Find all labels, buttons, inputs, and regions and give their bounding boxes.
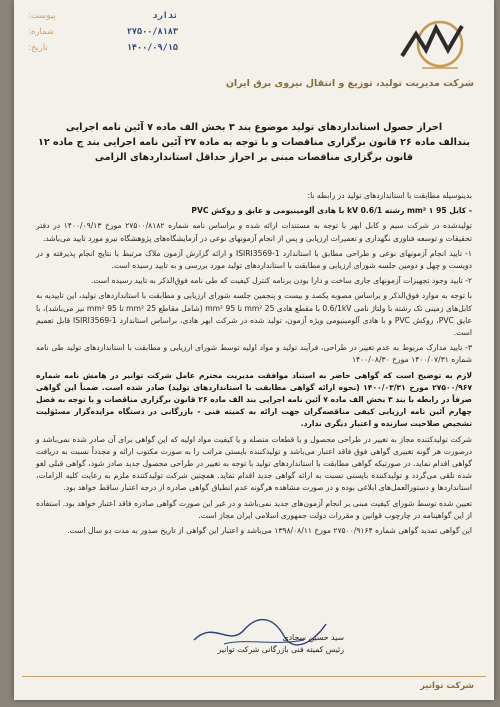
attachment-label: پیوست: [28, 11, 56, 21]
date-label: تاریخ: [28, 43, 48, 53]
letter-sheet [14, 0, 494, 700]
letter-number: ۲۷۵۰۰/۸۱۸۳ [126, 27, 178, 37]
body-paragraph: با توجه به موارد فوق‌الذکر و براساس مصوبه یکصد و بیست و پنجمین جلسه شورای ارزیابی و مطابقت با استانداردهای تولید، این تاییدیه به کابل‌های زمینی تک رشته با ولتاژ نامی 0.6/1kV با مقطع هادی 25 mm² تا 95 mm² (شامل مقاطع 25 mm² تا 95 mm² نیز می‌باشد)، با عایق PVC، روکش PVC و با هادی آلومینیومی ویژه آزمون، تولید شده در شرکت ابهر هادی، براساس استاندارد ISIRI3569-1 قابل تعمیم است. [36, 291, 472, 338]
attachment-row [28, 8, 178, 24]
footer-divider [22, 676, 486, 677]
letter-body [36, 190, 472, 540]
company-name: شرکت مدیریت تولید، توزیع و انتقال نیروی برق ایران [225, 78, 474, 89]
tavanir-logo-icon [392, 16, 472, 76]
signatory-name: سید حسین سجادی [282, 633, 344, 642]
title-line: احراز حصول استانداردهای تولید موضوع بند ۳ بخش الف ماده ۷ آئین نامه اجرایی [65, 122, 443, 133]
body-paragraph: ۳- تایید مدارک مربوط به عدم تغییر در طراحی، فرآیند تولید و مواد اولیه توسط شورای ارزیابی و مطابقت با استانداردهای تولید طی نامه شماره ۱۴۰۰/۰۷/۳۱ مورخ ۱۴۰۰/۰۸/۳۰ [36, 343, 472, 365]
body-paragraph: ۲- تایید وجود تجهیزات آزمونهای جاری ساخت و دارا بودن برنامه کنترل کیفیت که طی نامه فوق‌الذکر به تایید رسیده است. [90, 276, 472, 286]
body-paragraph: شرکت تولیدکننده مجاز به تغییر در طراحی محصول و یا قطعات متصله و یا کیفیت مواد اولیه که این گواهی برای آن صادر شده نمی‌باشد و درصورت هر گونه تغییری گواهی فوق فاقد اعتبار می‌باشد و تولیدکننده بایستی مراتب را به صورت مکتوب ارائه و مجدداً نسبت به دریافت گواهی اقدام نماید. در صورتیکه گواهی مطابقت با استانداردهای تولید با توجه به تغییر در طراحی محصول جدید صادر شود، گواهی قبلی لغو شده تلقی می‌گردد و تولیدکننده بایستی نسبت به ارائه گواهی جدید اقدام نماید. همچنین شرکت تولیدکننده ملزم به رعایت کلیه الزامات، استانداردها و دستورالعمل‌های ابلاغی بوده و در صورت مشاهده هرگونه عدم انطباق گواهی صادره از درجه اعتبار ساقط خواهد بود. [36, 434, 472, 493]
date-row [28, 40, 178, 56]
number-row [28, 24, 178, 40]
letter-date: ۱۴۰۰/۰۹/۱۵ [126, 43, 178, 53]
signature-block [164, 632, 344, 672]
product-line: - کابل 95 mm² ۱ رشته 0.6/1 kV با هادی آلومینیومی و عایق و روکش PVC [191, 206, 472, 216]
body-paragraph: بدینوسیله مطابقت با استانداردهای تولید در رابطه با: [307, 191, 472, 200]
footer-org: شرکت توانیر [420, 681, 474, 691]
body-paragraph: ۱- تایید انجام آزمونهای نوعی و طراحی مطابق با استاندارد ISIRI3569-1 و ارائه گزارش آزمون ملاک مرتبط با نتایج انجام پذیرفته و در دویست و چهل و دومین جلسه شورای ارزیابی و مطابقت با استانداردهای تولید مورد بررسی و به تایید رسیده است. [36, 248, 472, 271]
title-line: بندالف ماده ۲۶ قانون برگزاری مناقصات و با توجه به ماده ۲۷ آئین نامه اجرایی بند ج ماده ۱۲ [38, 137, 470, 148]
body-paragraph: این گواهی تمدید گواهی شماره ۲۷۵۰۰/۹۱۶۴ مورخ ۱۳۹۸/۰۸/۱۱ می‌باشد و اعتبار این گواهی از تاریخ صدور به مدت دو سال است. [67, 526, 472, 536]
body-paragraph: تعیین شده توسط شورای کیفیت مبنی بر انجام آزمون‌های جدید نمی‌باشد و در غیر این صورت گواهی صادره فاقد اعتبار خواهد بود. استفاده از این گواهینامه در چارچوب قوانین و مقررات دولت جمهوری اسلامی ایران مجاز است. [36, 498, 472, 520]
notice-paragraph: لازم به توضیح است که گواهی حاضر به استناد موافقت مدیریت محترم عامل شرکت توانیر در هامش نامه شماره ۲۷۵۰۰/۹۶۷ مورخ ۱۴۰۰/۰۳/۳۱ (نحوه ارائه گواهی مطابقت با استانداردهای تولید) صادر شده است. ضمناً این گواهی صرفاً در رابطه با بند ۳ بخش الف ماده ۷ آئین نامه اجرایی بند الف ماده ۲۶ قانون برگزاری مناقصات و با توجه به فصل چهارم آئین نامه ارزیابی کیفی مناقصه‌گران جهت ارائه به کمیته فنی - بازرگانی در دستگاه مزایده‌گزار مسئولیت تشخیص صلاحیت سازنده و اعتبار دیگری ندارد. [36, 370, 473, 429]
signatory-position: رئیس کمیته فنی بازرگانی شرکت توانیر [217, 645, 344, 654]
letter-meta [28, 8, 178, 56]
letter-title [36, 120, 472, 165]
number-label: شماره: [28, 27, 55, 37]
title-line: قانون برگزاری مناقصات مبنی بر احراز حداقل استانداردهای الزامی [94, 152, 414, 163]
attachment-value: ندارد [152, 11, 178, 21]
body-paragraph: تولیدشده در شرکت سیم و کابل ابهر با توجه به مستندات ارائه شده و براساس نامه شماره ۲۷۵۰۰/۸۱۸۲ مورخ ۱۴۰۰/۰۹/۱۳ در دفتر تحقیقات و توسعه فناوری نگهداری و تعمیرات ارزیابی و پس از انجام آزمونهای نوعی در آزمایشگاه‌های پژوهشگاه نیرو مورد تایید می‌باشد. [36, 221, 472, 243]
